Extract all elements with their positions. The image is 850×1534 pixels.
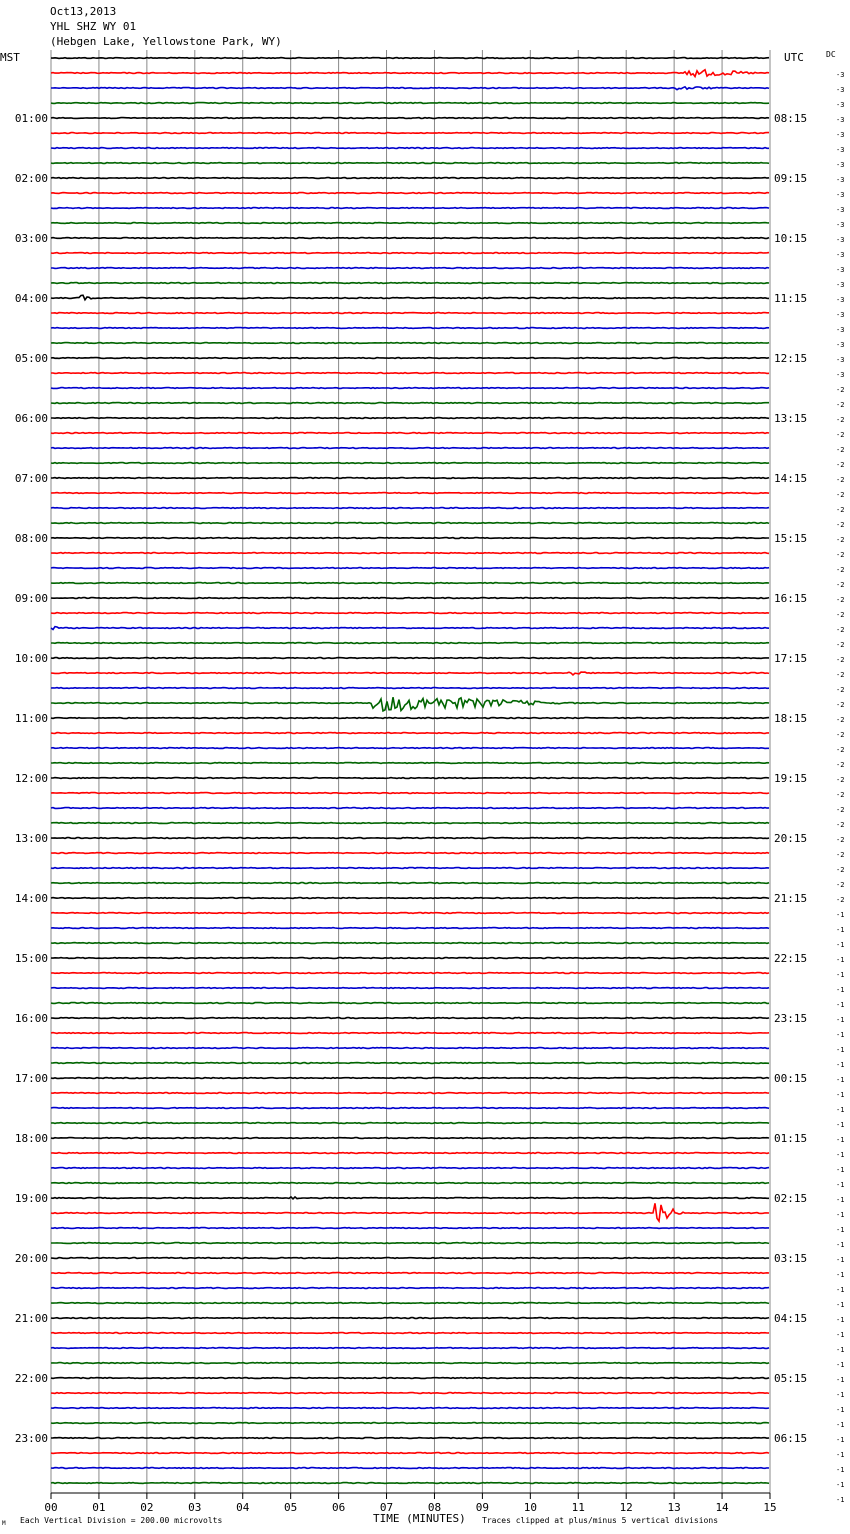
left-hour-label: 19:00	[14, 1192, 48, 1205]
right-hour-label: 02:15	[774, 1192, 808, 1205]
right-hour-label: 11:15	[774, 292, 808, 305]
trace-line	[51, 1453, 769, 1454]
station-label: YHL SHZ WY 01	[50, 20, 137, 33]
left-hour-label: 17:00	[14, 1072, 48, 1085]
trace-offset-label: -2	[836, 776, 845, 784]
trace-line	[51, 1168, 769, 1169]
trace-line	[51, 1288, 769, 1289]
trace-offset-label: -1	[836, 1406, 845, 1414]
x-axis-title: TIME (MINUTES)	[373, 1512, 466, 1525]
trace-offset-label: -2	[836, 866, 845, 874]
x-tick-label: 08	[427, 1501, 442, 1514]
x-tick-label: 04	[236, 1501, 250, 1514]
location-label: (Hebgen Lake, Yellowstone Park, WY)	[50, 35, 282, 48]
left-hour-label: 11:00	[14, 712, 48, 725]
trace-line	[51, 403, 769, 404]
scale-note: Each Vertical Division = 200.00 microvolts	[20, 1516, 223, 1525]
x-tick-label: 14	[715, 1501, 729, 1514]
trace-line	[51, 1258, 769, 1259]
trace-line	[51, 523, 769, 524]
right-hour-label: 17:15	[774, 652, 808, 665]
trace-line	[51, 448, 769, 449]
seismic-traces	[51, 58, 769, 1484]
trace-offset-label: -1	[836, 1166, 845, 1174]
trace-offset-label: -3	[836, 341, 845, 349]
trace-offset-label: -2	[836, 791, 845, 799]
trace-offset-label: -2	[836, 881, 845, 889]
right-hour-label: 04:15	[774, 1312, 808, 1325]
trace-line	[51, 58, 769, 59]
trace-line	[51, 1003, 769, 1004]
trace-offset-label: -2	[836, 896, 845, 904]
trace-line	[51, 733, 769, 734]
trace-line	[51, 87, 769, 90]
trace-offset-label: -1	[836, 956, 845, 964]
right-hour-label: 15:15	[774, 532, 808, 545]
trace-line	[51, 118, 769, 119]
left-hour-label: 14:00	[14, 892, 48, 905]
trace-offset-label: -1	[836, 1256, 845, 1264]
right-hour-label: 01:15	[774, 1132, 808, 1145]
trace-line	[51, 388, 769, 389]
trace-line	[51, 913, 769, 914]
right-hour-label: 09:15	[774, 172, 808, 185]
trace-line	[51, 627, 769, 630]
right-hour-label: 06:15	[774, 1432, 808, 1445]
trace-offset-label: -1	[836, 1451, 845, 1459]
trace-offset-label: -2	[836, 551, 845, 559]
trace-offset-label: -2	[836, 836, 845, 844]
trace-offset-label: -2	[836, 686, 845, 694]
trace-line	[51, 433, 769, 434]
trace-line	[51, 70, 769, 77]
trace-offset-label: -3	[836, 116, 845, 124]
trace-offset-label: -2	[836, 566, 845, 574]
trace-offset-label: -1	[836, 1016, 845, 1024]
trace-offset-label: -2	[836, 476, 845, 484]
trace-line	[51, 793, 769, 794]
date-label: Oct13,2013	[50, 5, 117, 18]
right-hour-label: 21:15	[774, 892, 808, 905]
left-hour-label: 08:00	[14, 532, 48, 545]
x-tick-label: 09	[475, 1501, 490, 1514]
trace-line	[51, 1078, 769, 1079]
trace-offset-label: -1	[836, 1361, 845, 1369]
left-hour-label: 20:00	[14, 1252, 48, 1265]
x-tick-label: 15	[763, 1501, 777, 1514]
trace-line	[51, 268, 769, 269]
trace-offset-label: -2	[836, 581, 845, 589]
trace-offset-label: -1	[836, 1211, 845, 1219]
trace-line	[51, 223, 769, 224]
trace-line	[51, 1228, 769, 1229]
trace-offset-label: -1	[836, 1286, 845, 1294]
trace-line	[51, 643, 769, 644]
trace-offset-label: -2	[836, 746, 845, 754]
trace-offset-label: -1	[836, 1181, 845, 1189]
trace-line	[51, 697, 769, 711]
right-hour-label: 05:15	[774, 1372, 808, 1385]
trace-offset-label: -1	[836, 1481, 845, 1489]
right-hour-label: 23:15	[774, 1012, 808, 1025]
trace-offset-label: -1	[836, 1391, 845, 1399]
trace-offset-label: -3	[836, 191, 845, 199]
trace-offset-label: -2	[836, 446, 845, 454]
x-tick-label: 12	[619, 1501, 633, 1514]
trace-line	[51, 295, 769, 300]
trace-line	[51, 958, 769, 959]
trace-offset-label: -2	[836, 416, 845, 424]
trace-line	[51, 1018, 769, 1019]
trace-offset-label: -3	[836, 296, 845, 304]
trace-line	[51, 1318, 769, 1319]
trace-line	[51, 1033, 769, 1034]
trace-line	[51, 253, 769, 254]
trace-offset-label: -1	[836, 1121, 845, 1129]
trace-line	[51, 493, 769, 494]
trace-line	[51, 583, 769, 584]
trace-line	[51, 193, 769, 194]
trace-line	[51, 463, 769, 464]
trace-offset-label: -1	[836, 1271, 845, 1279]
trace-line	[51, 163, 769, 164]
trace-offset-label: -1	[836, 986, 845, 994]
trace-line	[51, 898, 769, 899]
trace-offset-label: -2	[836, 761, 845, 769]
right-hour-label: 00:15	[774, 1072, 808, 1085]
trace-offset-label: -2	[836, 596, 845, 604]
trace-offset-label: -1	[836, 1346, 845, 1354]
trace-offset-label: -1	[836, 1136, 845, 1144]
trace-line	[51, 418, 769, 419]
corner-mark: M	[2, 1520, 6, 1527]
axis-labels	[0, 50, 844, 1527]
trace-offset-label: -1	[836, 1196, 845, 1204]
trace-offset-label: -1	[836, 1421, 845, 1429]
trace-offset-label: -1	[836, 941, 845, 949]
trace-line	[51, 1333, 769, 1334]
left-hour-label: 05:00	[14, 352, 48, 365]
trace-offset-label: -1	[836, 1331, 845, 1339]
trace-offset-label: -3	[836, 236, 845, 244]
trace-line	[51, 1378, 769, 1379]
trace-line	[51, 1468, 769, 1469]
trace-offset-label: -1	[836, 1376, 845, 1384]
trace-offset-label: -3	[836, 221, 845, 229]
right-hour-label: 12:15	[774, 352, 808, 365]
right-hour-label: 22:15	[774, 952, 808, 965]
trace-offset-label: -3	[836, 176, 845, 184]
trace-offset-label: -3	[836, 251, 845, 259]
trace-line	[51, 283, 769, 284]
trace-offset-label: -1	[836, 1091, 845, 1099]
left-hour-label: 23:00	[14, 1432, 48, 1445]
trace-offset-label: -2	[836, 806, 845, 814]
x-tick-label: 07	[379, 1501, 394, 1514]
left-hour-label: 06:00	[14, 412, 48, 425]
trace-line	[51, 1303, 769, 1304]
trace-offset-label: -3	[836, 266, 845, 274]
trace-line	[51, 778, 769, 779]
trace-line	[51, 478, 769, 479]
trace-offset-label: -3	[836, 281, 845, 289]
trace-line	[51, 763, 769, 764]
trace-line	[51, 313, 769, 314]
trace-offset-label: -1	[836, 911, 845, 919]
left-hour-label: 07:00	[14, 472, 48, 485]
trace-offset-label: -2	[836, 386, 845, 394]
trace-line	[51, 508, 769, 509]
trace-offset-label: -2	[836, 491, 845, 499]
trace-offset-label: -2	[836, 461, 845, 469]
trace-offset-label: -1	[836, 926, 845, 934]
trace-line	[51, 538, 769, 539]
left-timezone-label: MST	[0, 51, 20, 64]
trace-line	[51, 133, 769, 134]
left-hour-label: 12:00	[14, 772, 48, 785]
left-hour-label: 21:00	[14, 1312, 48, 1325]
trace-offset-label: -3	[836, 86, 845, 94]
trace-offset-label: -1	[836, 1046, 845, 1054]
trace-line	[51, 238, 769, 239]
clip-note: Traces clipped at plus/minus 5 vertical divisions	[482, 1516, 719, 1525]
trace-line	[51, 1273, 769, 1274]
left-hour-label: 15:00	[14, 952, 48, 965]
trace-offset-label: -3	[836, 101, 845, 109]
trace-offset-label: -1	[836, 971, 845, 979]
x-tick-label: 05	[284, 1501, 298, 1514]
x-tick-label: 00	[44, 1501, 58, 1514]
trace-line	[51, 883, 769, 884]
trace-offset-label: -1	[836, 1031, 845, 1039]
trace-line	[51, 838, 769, 839]
trace-offset-label: -1	[836, 1226, 845, 1234]
trace-offset-label: -2	[836, 626, 845, 634]
right-hour-label: 19:15	[774, 772, 808, 785]
trace-offset-label: -2	[836, 821, 845, 829]
right-hour-label: 18:15	[774, 712, 808, 725]
x-tick-label: 10	[523, 1501, 537, 1514]
trace-line	[51, 373, 769, 374]
trace-offset-label: -1	[836, 1001, 845, 1009]
trace-offset-label: -2	[836, 521, 845, 529]
trace-line	[51, 718, 769, 719]
trace-line	[51, 1348, 769, 1349]
trace-offset-label: -1	[836, 1436, 845, 1444]
right-hour-label: 16:15	[774, 592, 808, 605]
trace-line	[51, 358, 769, 359]
x-tick-label: 02	[140, 1501, 154, 1514]
trace-offset-label: -1	[836, 1466, 845, 1474]
trace-line	[51, 613, 769, 614]
left-hour-label: 01:00	[14, 112, 48, 125]
trace-offset-label: -2	[836, 641, 845, 649]
trace-line	[51, 568, 769, 569]
x-tick-label: 01	[92, 1501, 106, 1514]
trace-line	[51, 1363, 769, 1364]
right-hour-label: 20:15	[774, 832, 808, 845]
left-hour-label: 16:00	[14, 1012, 48, 1025]
trace-offset-label: -2	[836, 701, 845, 709]
trace-offset-label: -3	[836, 146, 845, 154]
trace-offset-label: -1	[836, 1301, 845, 1309]
left-hour-label: 13:00	[14, 832, 48, 845]
right-timezone-label: UTC	[784, 51, 804, 64]
trace-offset-label: -2	[836, 401, 845, 409]
trace-line	[51, 1183, 769, 1184]
trace-offset-label: -2	[836, 671, 845, 679]
trace-line	[51, 868, 769, 869]
trace-line	[51, 988, 769, 989]
trace-offset-label: -1	[836, 1496, 845, 1504]
trace-line	[51, 748, 769, 749]
right-hour-label: 03:15	[774, 1252, 808, 1265]
trace-offset-label: -3	[836, 71, 845, 79]
trace-offset-label: -1	[836, 1061, 845, 1069]
x-tick-label: 06	[331, 1501, 346, 1514]
trace-offset-label: -3	[836, 326, 845, 334]
trace-line	[51, 1423, 769, 1424]
trace-line	[51, 103, 769, 104]
left-hour-label: 10:00	[14, 652, 48, 665]
trace-line	[51, 688, 769, 689]
trace-line	[51, 1048, 769, 1049]
x-tick-label: 11	[571, 1501, 585, 1514]
trace-line	[51, 343, 769, 344]
right-hour-label: 14:15	[774, 472, 808, 485]
trace-line	[51, 853, 769, 854]
trace-line	[51, 928, 769, 929]
trace-offset-label: -2	[836, 851, 845, 859]
trace-line	[51, 823, 769, 824]
trace-line	[51, 1063, 769, 1064]
trace-offset-label: -1	[836, 1151, 845, 1159]
right-hour-label: 13:15	[774, 412, 808, 425]
trace-offset-label: -2	[836, 731, 845, 739]
trace-offset-label: -3	[836, 161, 845, 169]
x-tick-label: 13	[667, 1501, 681, 1514]
trace-line	[51, 208, 769, 209]
left-hour-label: 03:00	[14, 232, 48, 245]
trace-line	[51, 943, 769, 944]
trace-line	[51, 808, 769, 809]
trace-line	[51, 1153, 769, 1154]
trace-line	[51, 1138, 769, 1139]
trace-line	[51, 1483, 769, 1484]
dc-label: DC	[826, 50, 836, 59]
trace-line	[51, 658, 769, 659]
right-hour-label: 10:15	[774, 232, 808, 245]
trace-line	[51, 672, 769, 675]
trace-offset-label: -3	[836, 206, 845, 214]
trace-line	[51, 1243, 769, 1244]
left-hour-label: 18:00	[14, 1132, 48, 1145]
trace-offset-label: -1	[836, 1076, 845, 1084]
left-hour-label: 09:00	[14, 592, 48, 605]
trace-offset-label: -3	[836, 131, 845, 139]
trace-line	[51, 178, 769, 179]
trace-offset-label: -2	[836, 536, 845, 544]
trace-offset-label: -2	[836, 431, 845, 439]
trace-offset-label: -3	[836, 371, 845, 379]
trace-offset-label: -1	[836, 1106, 845, 1114]
trace-line	[51, 973, 769, 974]
trace-offset-label: -3	[836, 311, 845, 319]
trace-line	[51, 148, 769, 149]
x-tick-label: 03	[188, 1501, 202, 1514]
trace-line	[51, 598, 769, 599]
trace-line	[51, 1108, 769, 1109]
trace-offset-label: -2	[836, 611, 845, 619]
trace-line	[51, 1197, 769, 1199]
trace-offset-label: -3	[836, 356, 845, 364]
trace-line	[51, 1093, 769, 1094]
trace-offset-label: -1	[836, 1241, 845, 1249]
trace-offset-label: -1	[836, 1316, 845, 1324]
trace-line	[51, 1203, 769, 1221]
trace-offset-label: -2	[836, 506, 845, 514]
left-hour-label: 04:00	[14, 292, 48, 305]
left-hour-label: 02:00	[14, 172, 48, 185]
trace-offset-label: -2	[836, 716, 845, 724]
left-hour-label: 22:00	[14, 1372, 48, 1385]
trace-line	[51, 328, 769, 329]
trace-line	[51, 1123, 769, 1124]
trace-line	[51, 1408, 769, 1409]
trace-line	[51, 1393, 769, 1394]
right-hour-label: 08:15	[774, 112, 808, 125]
trace-line	[51, 1438, 769, 1439]
trace-line	[51, 553, 769, 554]
trace-offset-label: -2	[836, 656, 845, 664]
